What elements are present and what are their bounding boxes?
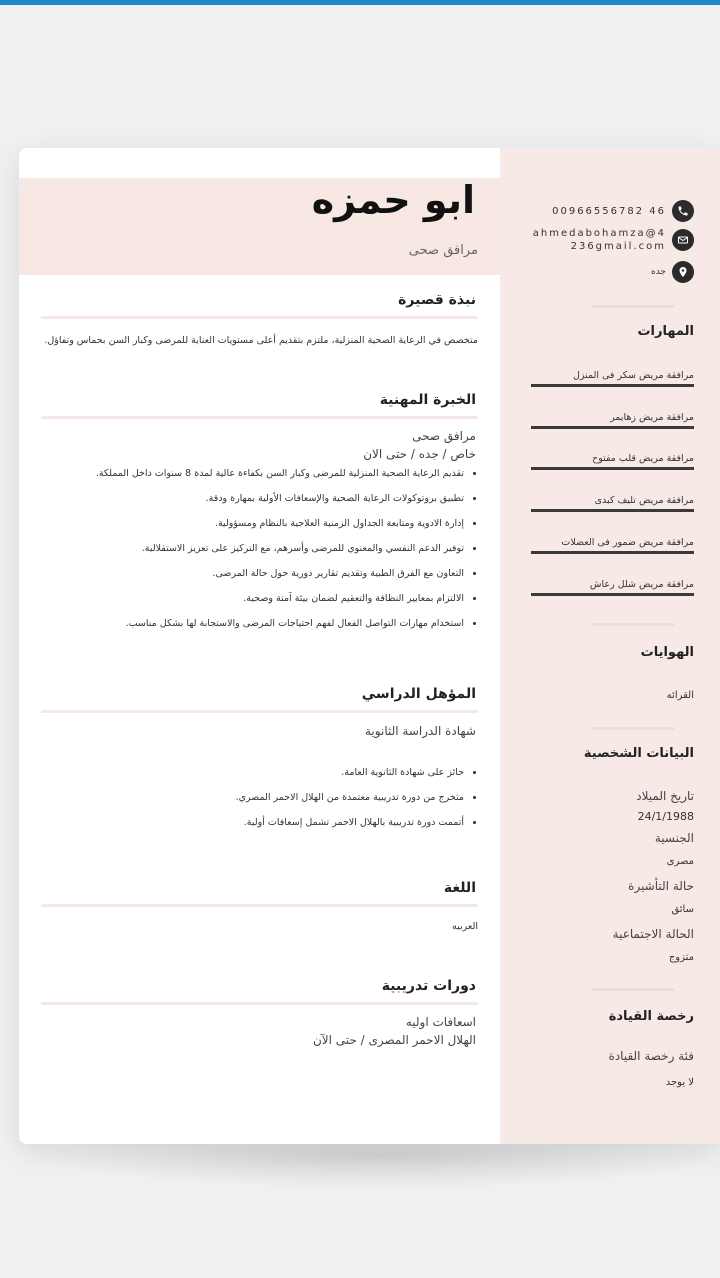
sidebar-divider	[592, 305, 674, 308]
email-line-2: 236gmail.com	[570, 241, 666, 252]
experience-role: مرافق صحى	[412, 429, 476, 443]
section-divider	[41, 1002, 478, 1005]
list-item: • توفير الدعم النفسي والمعنوي للمرضى وأسرهم، مع التركيز على تعزيز الاستقلالية.	[41, 542, 464, 567]
list-item: • تقديم الرعاية الصحية المنزلية للمرضى وكبار السن بكفاءة عالية لمدة 8 سنوات داخل المملكة.	[41, 467, 464, 492]
skill-label: مرافقة مريض سكر فى المنزل	[572, 370, 694, 381]
location-pin-icon	[672, 261, 694, 283]
skill-bar	[531, 551, 694, 554]
nationality-label: الجنسية	[654, 831, 694, 845]
skill-bar	[531, 593, 694, 596]
email-line-1: ahmedabohamza@4	[532, 228, 666, 239]
list-item: • الالتزام بمعايير النظافة والتعقيم لضمان بيئة آمنة وصحية.	[41, 592, 464, 617]
language-section	[41, 880, 478, 932]
list-item: • استخدام مهارات التواصل الفعال لفهم احتياجات المرضى والاستجابة لها بشكل مناسب.	[41, 617, 464, 642]
skill-label: مرافقة مريض قلب مفتوح	[592, 453, 694, 464]
license-heading: رخصة القيادة	[608, 1009, 694, 1024]
section-divider	[41, 416, 478, 419]
sidebar-divider	[592, 988, 674, 991]
courses-section	[41, 978, 478, 1047]
email-address	[533, 227, 666, 253]
personal-heading: البيانات الشخصية	[583, 746, 694, 761]
education-list	[41, 766, 478, 841]
envelope-icon	[672, 229, 694, 251]
skill-bar	[531, 384, 694, 387]
sidebar-divider	[592, 727, 674, 730]
phone-icon	[672, 200, 694, 222]
skill-item	[531, 537, 694, 554]
education-section	[41, 686, 478, 841]
marital-value: متزوج	[668, 952, 694, 963]
city: جده	[650, 266, 666, 277]
list-item: • متخرج من دورة تدريبية معتمدة من الهلال الاحمر المصري.	[41, 791, 464, 816]
hobbies-heading: الهوايات	[640, 645, 694, 660]
skill-bar	[531, 467, 694, 470]
contact-location	[651, 261, 694, 283]
birth-label: تاريخ الميلاد	[636, 789, 694, 803]
resume-card	[19, 148, 720, 1144]
skill-item	[531, 495, 694, 512]
list-item: • أتممت دورة تدريبية بالهلال الاحمر تشمل إسعافات أولية.	[41, 816, 464, 841]
top-accent-bar	[0, 0, 720, 5]
list-item: • تطبيق بروتوكولات الرعاية الصحية والإسعافات الأولية بمهارة ودقة.	[41, 492, 464, 517]
contact-phone	[552, 200, 694, 222]
course-org: الهلال الاحمر المصرى / حتى الآن	[312, 1033, 476, 1047]
phone-number: 00966556782 46	[552, 205, 666, 217]
experience-place: خاص / جده / حتى الان	[363, 447, 476, 461]
skill-bar	[531, 426, 694, 429]
skills-heading: المهارات	[637, 324, 694, 339]
section-divider	[41, 904, 478, 907]
license-label: فئة رخصة القيادة	[608, 1049, 694, 1063]
section-divider	[41, 710, 478, 713]
list-item: • إدارة الادوية ومتابعة الجداول الزمنية العلاجية بالنظام ومسؤولية.	[41, 517, 464, 542]
hobbies-value: القرائه	[666, 690, 694, 701]
language-value: العربيه	[452, 921, 478, 932]
language-heading: اللغة	[443, 880, 476, 896]
skill-item	[531, 370, 694, 387]
skill-item	[531, 579, 694, 596]
skill-label: مرافقة مريض تليف كبدى	[594, 495, 694, 506]
sidebar	[500, 148, 720, 1144]
summary-heading: نبذة قصيرة	[398, 292, 476, 308]
skill-label: مرافقة مريض شلل رعاش	[589, 579, 694, 590]
skill-item	[531, 412, 694, 429]
skill-label: مرافقة مريض ضمور فى العضلات	[561, 537, 694, 548]
skill-label: مرافقة مريض زهايمر	[610, 412, 694, 423]
nationality-value: مصرى	[666, 856, 694, 867]
birth-value: 24/1/1988	[637, 810, 694, 823]
resume-header	[19, 178, 500, 275]
sidebar-divider	[592, 623, 674, 626]
contact-email	[533, 227, 694, 253]
marital-label: الحالة الاجتماعية	[612, 927, 694, 941]
license-value: لا يوجد	[665, 1077, 694, 1088]
list-item: • التعاون مع الفرق الطبية وتقديم تقارير دورية حول حالة المرضى.	[41, 567, 464, 592]
section-divider	[41, 316, 478, 319]
courses-heading: دورات تدريبية	[381, 978, 476, 994]
skill-item	[531, 453, 694, 470]
course-name: اسعافات اوليه	[405, 1015, 476, 1029]
visa-value: سائق	[671, 904, 694, 915]
summary-section	[41, 292, 478, 346]
experience-section	[41, 392, 478, 642]
list-item: • حائز على شهادة الثانوية العامة.	[41, 766, 464, 791]
person-name: ابو حمزه	[311, 178, 475, 222]
education-degree: شهادة الدراسة الثانوية	[365, 724, 476, 738]
summary-text: متخصص في الرعاية الصحية المنزلية، ملتزم بتقديم أعلى مستويات العناية للمرضى وكبار السن بحماس وتفاؤل.	[44, 335, 478, 346]
job-title: مرافق صحى	[408, 243, 478, 258]
skill-bar	[531, 509, 694, 512]
experience-heading: الخبرة المهنية	[379, 392, 476, 408]
visa-label: حالة التأشيرة	[628, 879, 694, 893]
education-heading: المؤهل الدراسي	[361, 686, 476, 702]
experience-list	[41, 467, 478, 642]
